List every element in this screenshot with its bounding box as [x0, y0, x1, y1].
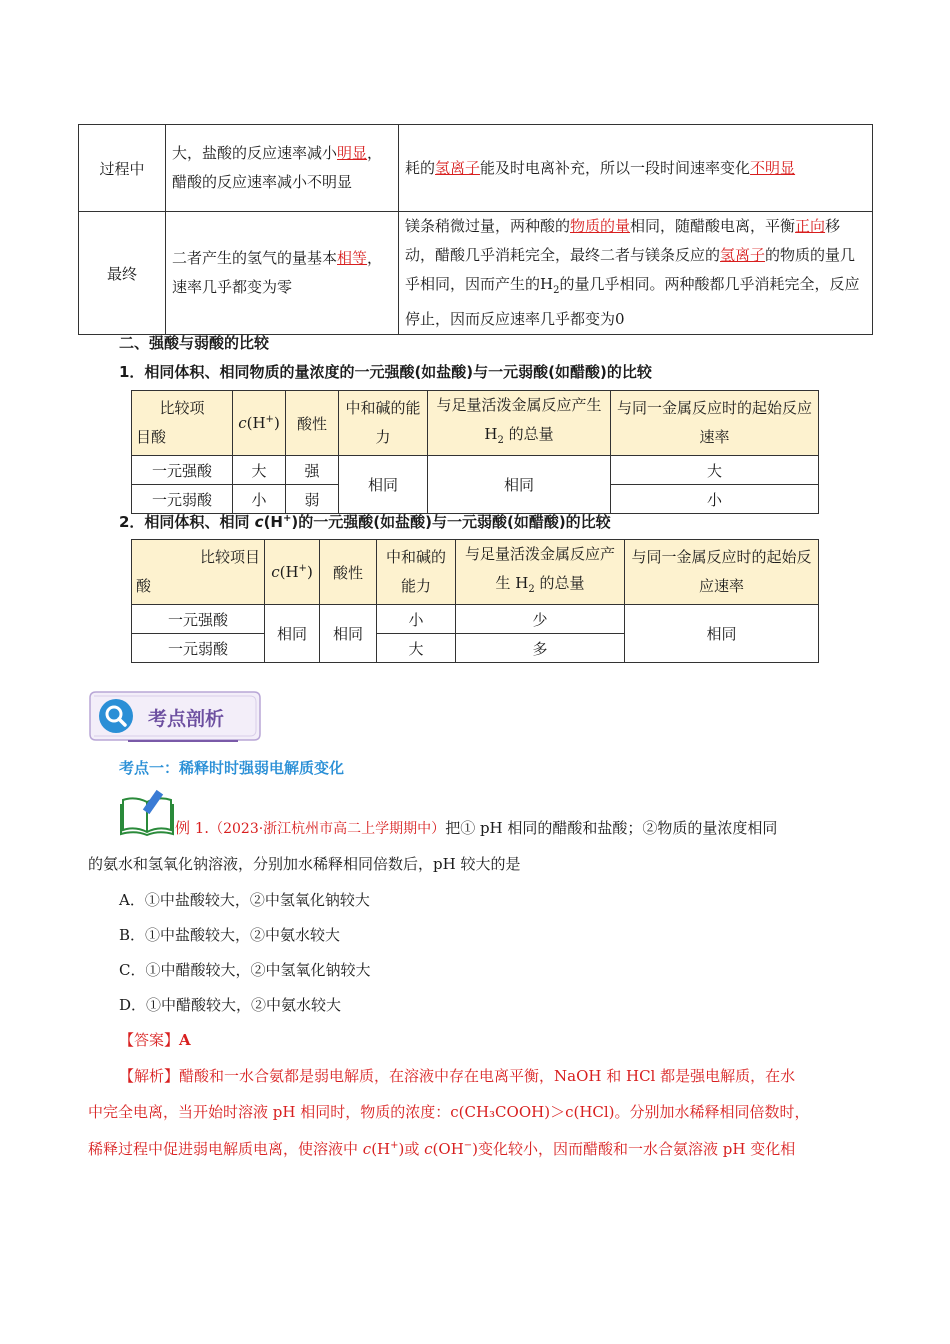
table-row: [79, 212, 873, 335]
cell: 相同: [320, 605, 377, 663]
header-neutralize: 中和碱的能力: [339, 391, 428, 456]
cell: 强: [286, 456, 339, 485]
header-c-h: c(H+): [233, 391, 286, 456]
row-label: 最终: [79, 212, 166, 335]
cell: 大: [377, 634, 456, 663]
corner-cell: 比较项 目酸: [132, 391, 233, 456]
cell: 小: [233, 485, 286, 514]
example-stem-cont: 的氨水和氢氧化钠溶液，分别加水稀释相同倍数后，pH 较大的是: [88, 855, 521, 873]
header-total: 与足量活泼金属反应产生 $H_2$ 的总量: [456, 540, 625, 605]
row-name: 一元强酸: [132, 605, 265, 634]
cell: 小: [377, 605, 456, 634]
row-name: 一元弱酸: [132, 634, 265, 663]
header-rate: 与同一金属反应时的起始反应速率: [611, 391, 819, 456]
cell: 少: [456, 605, 625, 634]
header-c-h: c(H+): [265, 540, 320, 605]
analysis-line-2: 中完全电离，当开始时溶液 pH 相同时，物质的浓度：c(CH₃COOH)＞c(HCl)。分别加水稀释相同倍数时，: [88, 1103, 810, 1121]
table-row: [79, 125, 873, 212]
cell: 相同: [625, 605, 819, 663]
table-header-row: [132, 391, 819, 456]
subsection-title-2: 2．相同体积、相同 c(H+)的一元强酸(如盐酸)与一元弱酸(如醋酸)的比较: [119, 513, 611, 531]
row-label: 过程中: [79, 125, 166, 212]
subsection-title-1: 1．相同体积、相同物质的量浓度的一元强酸(如盐酸)与一元弱酸(如醋酸)的比较: [119, 363, 652, 381]
section-banner: [88, 688, 264, 744]
comparison-table-1: [131, 390, 819, 514]
option-d: D．①中醋酸较大，②中氨水较大: [119, 996, 342, 1014]
cell: 多: [456, 634, 625, 663]
analysis-line-3: 稀释过程中促进弱电解质电离，使溶液中 c(H+)或 c(OH−)变化较小，因而醋酸和一水合氨溶液 pH 变化相: [88, 1140, 796, 1158]
comparison-table-2: [131, 539, 819, 663]
header-rate: 与同一金属反应时的起始反应速率: [625, 540, 819, 605]
cell: 相同: [339, 456, 428, 514]
table-row: [132, 456, 819, 485]
row-name: 一元强酸: [132, 456, 233, 485]
table-header-row: [132, 540, 819, 605]
cell: 耗的氢离子能及时电离补充，所以一段时间速率变化不明显: [399, 125, 873, 212]
cell: 大: [233, 456, 286, 485]
corner-cell: 比较项目 酸: [132, 540, 265, 605]
cell: 小: [611, 485, 819, 514]
header-acidity: 酸性: [286, 391, 339, 456]
book-pencil-icon: [119, 788, 175, 836]
option-c: C．①中醋酸较大，②中氢氧化钠较大: [119, 961, 371, 979]
magnifier-icon: [98, 698, 134, 734]
example-stem: 例 1.（2023·浙江杭州市高二上学期期中）把① pH 相同的醋酸和盐酸；②物质的量浓度相同: [175, 819, 778, 837]
option-a: A．①中盐酸较大，②中氢氧化钠较大: [119, 891, 370, 909]
answer: 【答案】A: [119, 1031, 191, 1049]
cell: 二者产生的氢气的量基本相等，速率几乎都变为零: [166, 212, 399, 335]
table-row: [132, 605, 819, 634]
cell: 弱: [286, 485, 339, 514]
analysis-line-1: 【解析】醋酸和一水合氨都是弱电解质，在溶液中存在电离平衡，NaOH 和 HCl 都是强电解质，在水: [119, 1067, 796, 1085]
cell: 相同: [265, 605, 320, 663]
cell: 镁条稍微过量，两种酸的物质的量相同，随醋酸电离，平衡正向移动，醋酸几乎消耗完全，最终二者与镁条反应的氢离子的物质的量几乎相同，因而产生的$H_2$的量几乎相同。两种酸都几乎消耗完全，反应停止，因而反应速率几乎都变为0: [399, 212, 873, 335]
cell: 相同: [428, 456, 611, 514]
cell: 大，盐酸的反应速率减小明显，醋酸的反应速率减小不明显: [166, 125, 399, 212]
row-name: 一元弱酸: [132, 485, 233, 514]
header-acidity: 酸性: [320, 540, 377, 605]
process-table: [78, 124, 873, 335]
header-total: 与足量活泼金属反应产生 $H_2$ 的总量: [428, 391, 611, 456]
option-b: B．①中盐酸较大，②中氨水较大: [119, 926, 341, 944]
banner-title: 考点剖析: [148, 708, 225, 730]
cell: 大: [611, 456, 819, 485]
header-neutralize: 中和碱的能力: [377, 540, 456, 605]
kaodian-title: 考点一：稀释时时强弱电解质变化: [119, 759, 345, 777]
section-title: 二、强酸与弱酸的比较: [119, 334, 270, 352]
